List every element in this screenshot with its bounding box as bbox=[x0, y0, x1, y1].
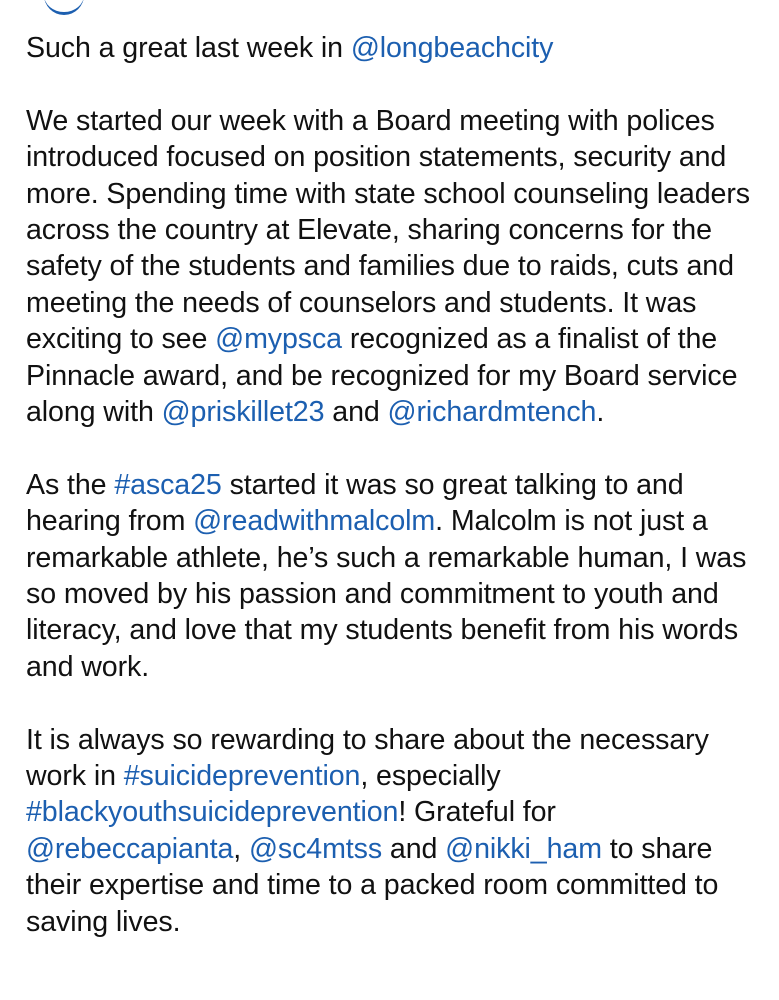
caption-text: started it was so great talking to and hearing from bbox=[26, 468, 684, 538]
mention-mypsca[interactable]: @mypsca bbox=[215, 323, 342, 356]
hashtag-asca25[interactable]: #asca25 bbox=[114, 468, 222, 501]
mention-longbeachcity[interactable]: @longbeachcity bbox=[350, 32, 554, 64]
caption-text: recognized as a finalist of the Pinnacle award, and be recognized for my Board service along with bbox=[26, 323, 738, 429]
caption-text: . Malcolm is not just a remarkable athlete, he’s such a remarkable human, I was so moved by his passion and commitment to youth and literacy, and love that my students benefit from his words and work. bbox=[26, 505, 747, 683]
post-caption bbox=[26, 30, 771, 940]
caption-text: and bbox=[382, 832, 446, 865]
caption-text: We started our week with a Board meeting with polices introduced focused on position statements, security and more. Spending time with state school counseling leaders across the country at Elevate, sharing concerns for the safety of the students and families due to raids, cuts and meeting the needs of counselors and students. It was exciting to see bbox=[26, 104, 750, 356]
mention-nikki-ham[interactable]: @nikki_ham bbox=[445, 832, 602, 865]
caption-text: As the bbox=[26, 468, 115, 501]
caption-text: It is always so rewarding to share about the necessary work in bbox=[26, 723, 709, 793]
paragraph-spacer bbox=[26, 66, 771, 102]
avatar-arc-decoration bbox=[44, 0, 84, 15]
caption-text: . bbox=[596, 396, 605, 429]
mention-priskillet23[interactable]: @priskillet23 bbox=[161, 396, 325, 429]
caption-paragraph-4 bbox=[26, 722, 771, 940]
hashtag-blackyouthsuicideprevention[interactable]: #blackyouthsuicideprevention bbox=[26, 796, 399, 829]
mention-readwithmalcolm[interactable]: @readwithmalcolm bbox=[193, 505, 436, 538]
caption-text: Such a great last week in bbox=[26, 32, 351, 64]
caption-paragraph-1 bbox=[26, 30, 771, 66]
mention-richardmtench[interactable]: @richardmtench bbox=[387, 396, 597, 429]
caption-text: , bbox=[233, 832, 249, 865]
caption-paragraph-2 bbox=[26, 103, 771, 431]
hashtag-suicideprevention[interactable]: #suicideprevention bbox=[123, 760, 361, 793]
caption-text: , especially bbox=[360, 760, 501, 793]
mention-rebeccapianta[interactable]: @rebeccapianta bbox=[26, 832, 234, 865]
caption-paragraph-3 bbox=[26, 467, 771, 685]
caption-text: and bbox=[324, 396, 388, 429]
paragraph-spacer bbox=[26, 430, 771, 466]
caption-text: ! Grateful for bbox=[398, 796, 556, 829]
caption-text: to share their expertise and time to a packed room committed to saving lives. bbox=[26, 832, 719, 938]
paragraph-spacer bbox=[26, 685, 771, 721]
mention-sc4mtss[interactable]: @sc4mtss bbox=[248, 832, 383, 865]
